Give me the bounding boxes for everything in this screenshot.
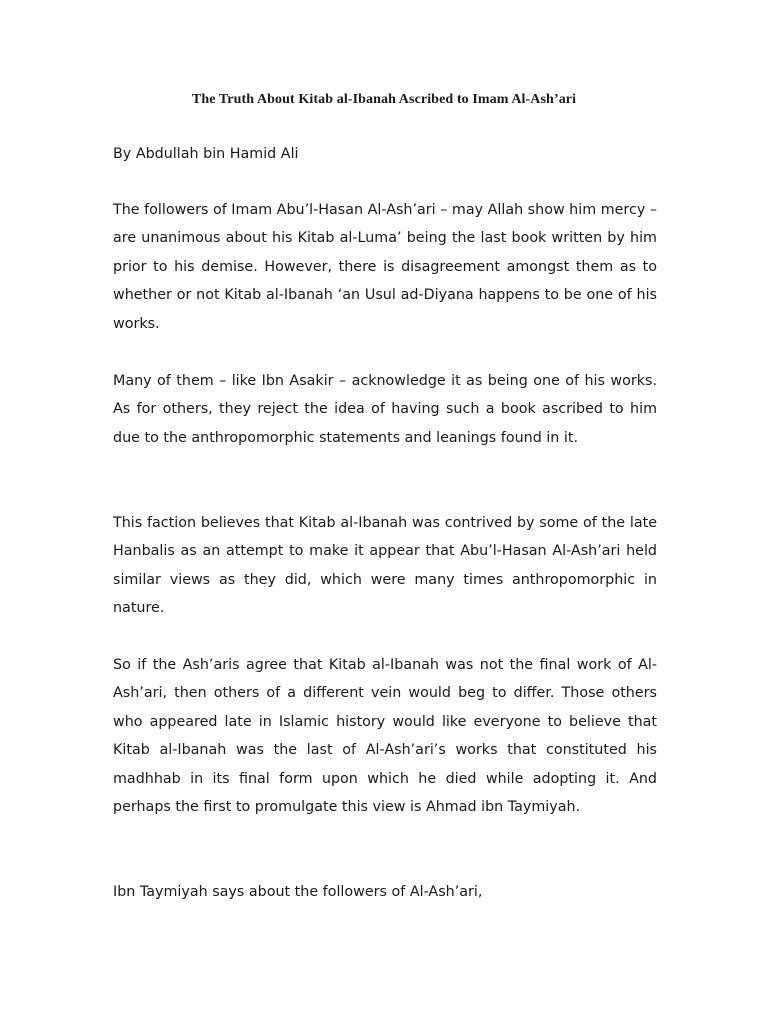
- paragraph-4: So if the Ash’aris agree that Kitab al-Ibanah was not the final work of Al-Ash’ari, then others of a different vein would beg to differ. Those others who appeared late in Islamic history would like everyone to believe that Kitab al-Ibanah was the last of Al-Ash’ari’s works that constituted his madhhab in its final form upon which he died while adopting it. And perhaps the first to promulgate this view is Ahmad ibn Taymiyah.: [113, 657, 657, 816]
- author-byline: By Abdullah bin Hamid Ali: [113, 146, 299, 162]
- paragraph-1: The followers of Imam Abu’l-Hasan Al-Ash’ari – may Allah show him mercy – are unanimous about his Kitab al-Luma’ being the last book written by him prior to his demise. However, there is disagreement amongst them as to whether or not Kitab al-Ibanah ‘an Usul ad-Diyana happens to be one of his works.: [113, 202, 657, 332]
- paragraph-2: Many of them – like Ibn Asakir – acknowledge it as being one of his works. As for others, they reject the idea of having such a book ascribed to him due to the anthropomorphic statements and leanings found in it.: [113, 373, 657, 446]
- paragraph-3: This faction believes that Kitab al-Ibanah was contrived by some of the late Hanbalis as an attempt to make it appear that Abu’l-Hasan Al-Ash’ari held similar views as they did, which were many times anthropomorphic in nature.: [113, 515, 657, 617]
- document-title: The Truth About Kitab al-Ibanah Ascribed to Imam Al-Ash’ari: [191, 92, 577, 107]
- paragraph-5: Ibn Taymiyah says about the followers of Al-Ash’ari,: [113, 884, 483, 900]
